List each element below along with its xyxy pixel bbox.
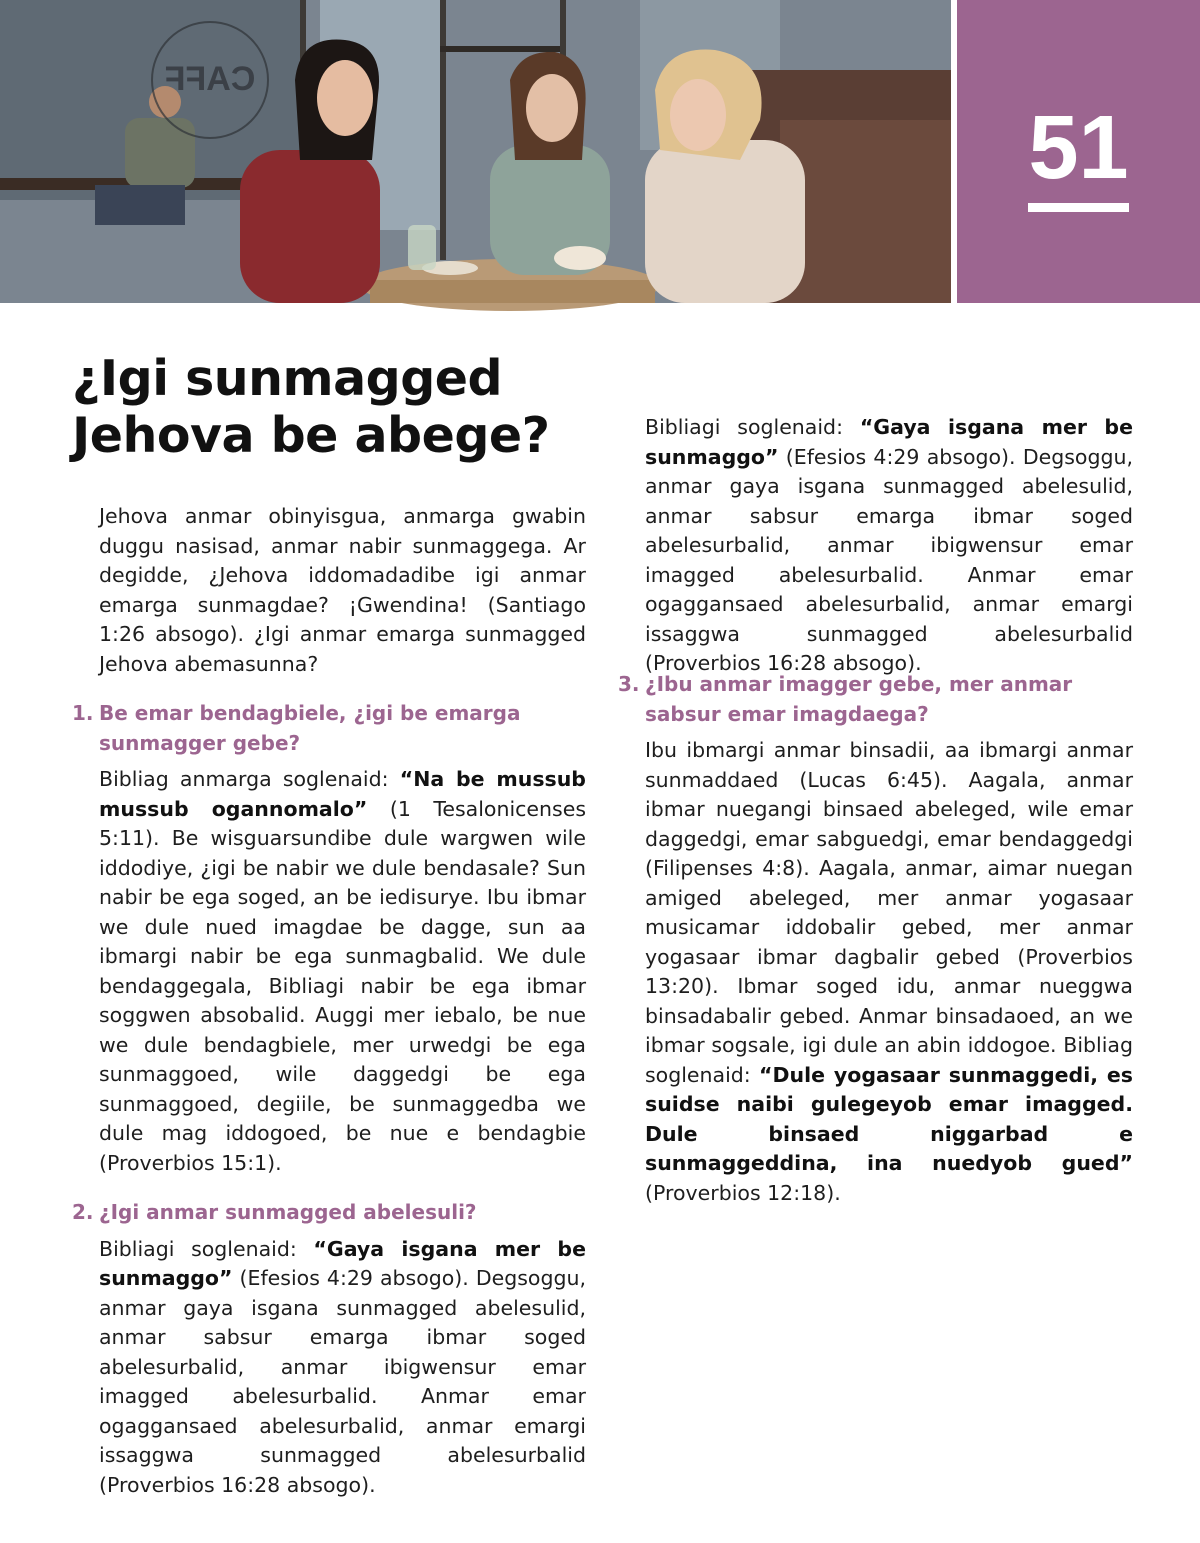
page-title-line-2: Jehova be abege? [72, 407, 550, 464]
section-1-quote: “Na be mussub mussub ogannomalo” [99, 767, 586, 821]
section-3-question [618, 670, 1133, 729]
lesson-number-box [957, 0, 1200, 303]
section-2-text-before-cont: Bibliagi soglenaid: [645, 415, 860, 439]
section-2-text-before: Bibliagi soglenaid: [99, 1236, 314, 1261]
page-title [72, 350, 550, 464]
page-title-line-1: ¿Igi sunmagged [72, 350, 503, 407]
section-2-question [72, 1198, 586, 1228]
section-2-answer-continued [645, 413, 1133, 679]
header-photo [0, 0, 951, 303]
lesson-number-underline [1028, 203, 1129, 212]
section-3-question-text: ¿Ibu anmar imagger gebe, mer anmar sabsur emar imagdaega? [645, 672, 1073, 726]
section-3-quote: “Dule yogasaar sunmaggedi, es suidse naibi gulegeyob emar imagged. Dule binsaed niggarbad e sunmaggeddina, ina nuedyob gued” [645, 1062, 1134, 1175]
intro-paragraph: Jehova anmar obinyisgua, anmarga gwabin duggu nasisad, anmar nabir sunmaggega. Ar degidde, ¿Jehova iddomadadibe igi anmar emarga sunmagdae? ¡Gwendina! (Santiago 1:26 absogo). ¿Igi anmar emarga sunmagged Jehova abemasunna? [99, 504, 586, 676]
section-2-answer [99, 1235, 586, 1501]
section-2-text-after-cont: (Efesios 4:29 absogo). Degsoggu, anmar gaya isgana sunmagged abelesulid, anmar sabsur emarga ibmar soged abelesurbalid, anmar ibigwensur emar imagged abelesurbalid. Anmar emar ogaggansaed abelesurbalid, anmar emargi issaggwa sunmagged abelesurbalid (Proverbios 16:28 absogo). [645, 444, 1133, 675]
left-column [72, 502, 586, 1497]
section-3-number: 3. [618, 672, 640, 696]
cafe-scene-illustration [0, 0, 951, 303]
section-2-answer-part-1 [72, 1235, 586, 1497]
section-2-quote-cont: “Gaya isgana mer be sunmaggo” [645, 415, 1133, 469]
right-column [618, 415, 1134, 1208]
lesson-number: 51 [1028, 98, 1129, 198]
section-3-text-after: (Proverbios 12:18). [645, 1180, 841, 1205]
section-2-number: 2. [72, 1200, 94, 1224]
section-1-number: 1. [72, 701, 94, 725]
section-3-text-before: Ibu ibmargi anmar binsadii, aa ibmargi anmar sunmaddaed (Lucas 6:45). Aagala, anmar ibmar nuegangi binsaed abeleged, wile emar daggedgi, emar sabguedgi, emar bendaggedgi (Filipenses 4:8). Aagala, anmar, aimar nuegan amiged abeleged, mer anmar yogasaar musicamar iddobalir gebed, mer anmar yogasaar ibmar dagbalir gebed (Proverbios 13:20). Ibmar soged idu, anmar nueggwa binsadabalir gebed. Anmar binsadaoed, an we ibmar sogsale, igi dule an abin iddogoe. Bibliag soglenaid: [645, 738, 1133, 1087]
section-1-question-text: Be emar bendagbiele, ¿igi be emarga sunmagger gebe? [99, 701, 521, 755]
section-1-text-after: (1 Tesalonicenses 5:11). Be wisguarsundibe dule wargwen wile iddodiye, ¿igi be nabir we dule bendasale? Sun nabir be ega soged, an be iedisurye. Ibu ibmar we dule nued imagdae be dagge, sun aa ibmargi nabir be ega sunmagbalid. We dule bendaggegala, Bibliagi nabir be ega ibmar soggwen absobalid. Auggi mer iebalo, be nue we dule bendagbiele, mer urwedgi be ega sunmaggoed, wile daggedgi be ega sunmaggoed, degiile, be sunmaggedba we dule mag iddogoed, be nue e bendagbie (Proverbios 15:1). [99, 796, 586, 1175]
section-2-quote: “Gaya isgana mer be sunmaggo” [99, 1236, 586, 1290]
cafe-sign-text: CAFF [164, 60, 256, 98]
section-2-text-after: (Efesios 4:29 absogo). Degsoggu, anmar gaya isgana sunmagged abelesulid, anmar sabsur emarga ibmar soged abelesurbalid, anmar ibigwensur emar imagged abelesurbalid. Anmar emar ogaggansaed abelesurbalid, anmar emargi issaggwa sunmagged abelesurbalid (Proverbios 16:28 absogo). [99, 1266, 586, 1497]
section-1-answer [72, 765, 586, 1178]
section-2-answer-part-2 [618, 415, 1133, 675]
section-3-answer [618, 736, 1133, 1208]
section-2-question-text: ¿Igi anmar sunmagged abelesuli? [99, 1200, 477, 1224]
section-1-question [72, 699, 586, 758]
section-1-text-before: Bibliag anmarga soglenaid: [99, 767, 400, 791]
